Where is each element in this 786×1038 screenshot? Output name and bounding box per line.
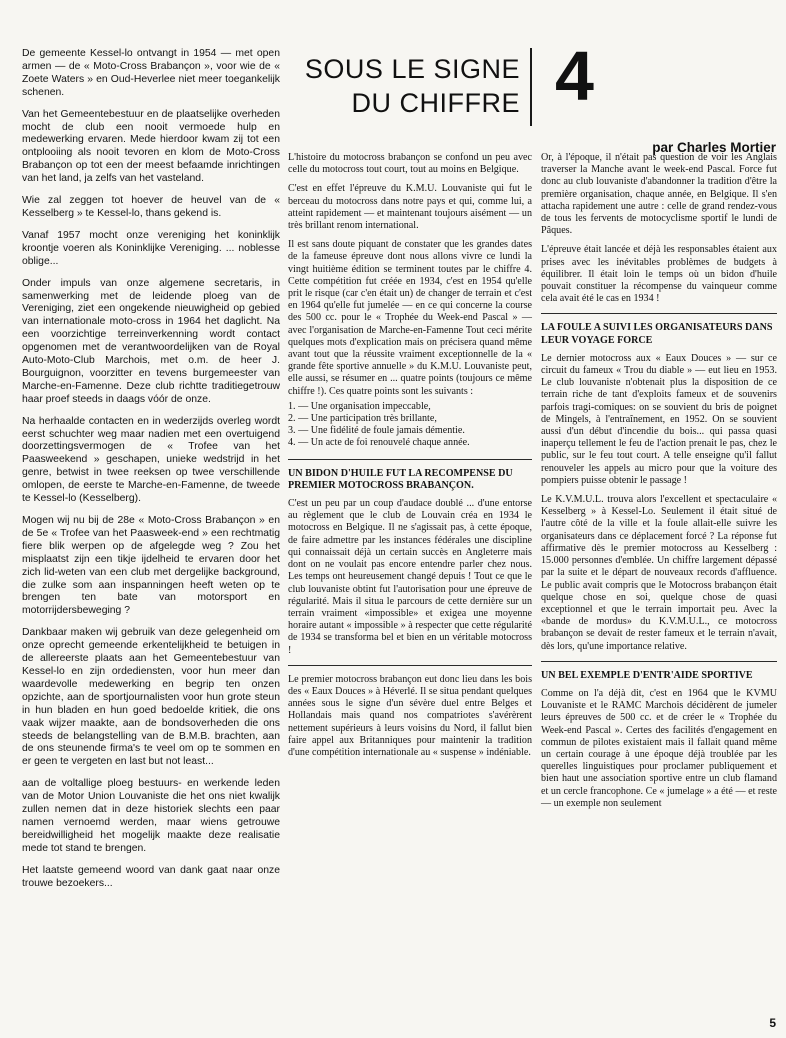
section-divider xyxy=(541,661,777,662)
title-line-2: DU CHIFFRE xyxy=(351,88,520,118)
list-item: 2. — Une participation très brillante, xyxy=(288,413,437,425)
title-number: 4 xyxy=(555,37,594,115)
section-divider xyxy=(288,665,532,666)
paragraph: C'est un peu par un coup d'audace doublé ... d'une entorse au règlement que le club de Louvain créa en 1934 le motocross en Belgique. Il ne s'agissait pas, à cette époque, de faire admettre par les instances fédérales une discipline qui connaissait déjà un certain succès en Angleterre mais dont on ne voulait pas encore entendre parler chez nous. Les temps ont heureusement changé depuis ! Tout ce que le club louvaniste obtint fut l'autorisation pour une épreuve de régularité. Mais il situa le parcours de cette dernière sur un terrain vraiment «impossible» et exigea une moyenne horaire autant « impossible » à respecter que cette régularité de 1934 se transforma bel et bien en un véritable motocross ! xyxy=(288,498,532,656)
paragraph: Vanaf 1957 mocht onze vereniging het koninklijk kroontje voeren als Koninklijke Vereniging. ... noblesse oblige... xyxy=(22,229,280,267)
byline: par Charles Mortier xyxy=(652,140,776,155)
paragraph: Comme on l'a déjà dit, c'est en 1964 que le KVMU Louvaniste et le RAMC Marchois décidèrent de jumeler leurs épreuves de 500 cc. et de créer le « Trophée du Week-end Pascal ». Certes des facilités d'engagement en commun de pilotes existaient mais il fallait quand même un certain courage à une époque déjà troublée par les querelles linguistiques pour proclamer publiquement et bien haut une association sportive entre un club flamand et un cercle francophone. Ce « jumelage » a été — et reste — un exemple non seulement xyxy=(541,687,777,809)
title-line-1: SOUS LE SIGNE xyxy=(304,54,520,84)
paragraph: aan de voltallige ploeg bestuurs- en werkende leden van de Motor Union Louvaniste die het ons niet kwalijk zullen nemen dat in deze historiek slechts een paar namen vernoemd werden, maar wiens getrouwe bereidwilligheid het mogelijk maakte deze realisatie mede tot stand te brengen. xyxy=(22,778,280,854)
paragraph: Wie zal zeggen tot hoever de heuvel van de « Kesselberg » te Kessel-lo, thans gekend is. xyxy=(22,195,280,219)
section-divider xyxy=(288,459,532,460)
list-item: 3. — Une fidélité de foule jamais démentie. xyxy=(288,425,465,437)
paragraph: De gemeente Kessel-lo ontvangt in 1954 — met open armen — de « Moto-Cross Brabançon », voor wie de « Zoete Waters » en Oud-Heverlee niet meer toegankelijk schenen. xyxy=(22,48,280,98)
paragraph: Dankbaar maken wij gebruik van deze gelegenheid om onze oprecht gemeende erkentelijkheid te betuigen in de allereerste plaats aan het Gemeentebestuur van Kessel-lo en zijn ordediensten, voor hun meer dan waardevolle medewerking en begrip ten onzen opzichte, aan de sportjournalisten voor hun grote steun in hun bladen en hun goed bedoelde kritiek, die ons vaak wijzer maakte, aan de bondsoverheden die ons steeds de belangstelling van de B.M.B. brachten, aan de ons steunende firma's te veel om op te sommen en er geen te vergeten en last but not least... xyxy=(22,627,280,768)
section-heading: UN BIDON D'HUILE FUT LA RECOMPENSE DU PREMIER MOTOCROSS BRABANÇON. xyxy=(288,467,513,491)
paragraph: Or, à l'époque, il n'était pas question de voir les Anglais traverser la Manche avant le week-end Pascal. Force fut donc au club louvaniste d'abandonner la tradition d'être la première organisation, chaque année, en Belgique. Il s'en attacha rapidement une autre : celle de grand rendez-vous de tous les fervents de motocyclisme sportif le lundi de Pâques. xyxy=(541,152,777,237)
paragraph: Na herhaalde contacten en in wederzijds overleg wordt eerst schuchter weg maar nadien met een overtuigend doorzettingsvermogen de « Trofee van het Paasweekend » geschapen, unieke wedstrijd in het genre, betwist in twee reeksen op twee verschillende omlopen, de eerste te Marche-en-Famenne, de tweede te Kessel-lo (Kesselberg). xyxy=(22,415,280,505)
dutch-column xyxy=(22,48,280,899)
paragraph: Onder impuls van onze algemene secretaris, in samenwerking met de leidende ploeg van de Vereniging, ziet een ongekende nieuwigheid op gebied van internationale moto-cross in 1964 het daglicht. Na een voorzichtige terreinverkenning wordt contact opgenomen met de verantwoordelijken van de Royal Auto-Moto-Club Marchois, met o.m. de heer J. Bourguignon, voorzitter en tevens burgemeester van Marche-en-Famenne. Deze club richtte traditiegetrouw haar proef steeds in daags vóór de onze. xyxy=(22,277,280,405)
paragraph: Het laatste gemeend woord van dank gaat naar onze trouwe bezoekers... xyxy=(22,864,280,889)
section-heading: UN BEL EXEMPLE D'ENTR'AIDE SPORTIVE xyxy=(541,669,753,681)
page-number: 5 xyxy=(769,1016,776,1030)
paragraph: Le premier motocross brabançon eut donc lieu dans les bois des « Eaux Douces » à Héverlé. Il se situa pendant quelques années sous le signe d'un sévère duel entre Belges et Hollandais mais quand nos compatriotes s'avérèrent nettement supérieurs à leurs voisins du Nord, il fallut bien faire appel aux Britanniques pour maintenir la tradition d'une compétition internationale au « suspense » indéniable. xyxy=(288,673,532,758)
list-item: 1. — Une organisation impeccable, xyxy=(288,400,431,412)
section-divider xyxy=(541,313,777,314)
french-column-2 xyxy=(541,152,777,817)
paragraph: Mogen wij nu bij de 28e « Moto-Cross Brabançon » en de 5e « Trofee van het Paasweek-end » een rechtmatig fiere blik werpen op de afgelegde weg ? Zou het misplaatst zijn een tikje ijdelheid te ervaren door het zich lid-weten van een club met dergelijke background, die zulke som aan inspanningen heeft weten op te brengen ten bate van motorsport en motorrijdersbeweging ? xyxy=(22,515,280,617)
paragraph: Il est sans doute piquant de constater que les grandes dates de la fameuse épreuve dont nous allons vivre ce lundi la vingt huitième édition se terminent toutes par le chiffre 4. Cette compétition fut créée en 1934, c'est en 1954 qu'elle prit le risque (car c'en était un) de changer de terrain et c'est en 1964 qu'elle fut jumelée — en ce qui concerne la course des 500 cc. pour le « Trophée du Week-end Pascal » — avec l'organisation de Marche-en-Famenne Tout ceci mérite quelques mots d'explication mais on précisera quand même avant tout que la réussite vraiment exceptionnelle de la « grande fête sportive annuelle » du K.M.U. Louvaniste peut, elle aussi, se résumer en ... quatre points (toujours ce même chiffre !). Ces quatre points sont les suivants : xyxy=(288,239,532,397)
list-item: 4. — Un acte de foi renouvelé chaque année. xyxy=(288,437,470,449)
paragraph: L'épreuve était lancée et déjà les responsables étaient aux prises avec les inévitables problèmes de budgets à équilibrer. Il était loin le temps où un bidon d'huile pouvait constituer la récompense du vainqueur comme cela avait été le cas en 1934 ! xyxy=(541,244,777,305)
paragraph: Le K.V.M.U.L. trouva alors l'excellent et spectaculaire « Kesselberg » à Kessel-Lo. Seulement il était situé de l'autre côté de la ville et la foule allait-elle suivre les organisateurs dans ce déplacement forcé ? La réponse fut affirmative dès le premier motocross au Kesselberg : 15.000 personnes d'emblée. Un chiffre largement dépassé par la suite et le départ de nouveaux records d'affluence. Le public avait compris que le Motocross brabançon était quelque chose en soi, quelque chose de quasi exceptionnel et que le terrain importait peu. Avec la «bande de mordus» du K.V.M.U.L., ce motocross brabançon se devait de rester fameux et le terrain n'avait, dès lors, qu'une importance relative. xyxy=(541,494,777,652)
article-title xyxy=(288,48,532,126)
paragraph: L'histoire du motocross brabançon se confond un peu avec celle du motocross tout court, tout au moins en Belgique. xyxy=(288,152,532,176)
section-heading: LA FOULE A SUIVI LES ORGANISATEURS DANS LEUR VOYAGE FORCE xyxy=(541,322,773,346)
paragraph: C'est en effet l'épreuve du K.M.U. Louvaniste qui fut le berceau du motocross dans notre pays et qui, comme lui, a atteint rapidement — et maintenant toujours aisément — un très brillant renom international. xyxy=(288,183,532,232)
four-points-list xyxy=(288,401,532,450)
paragraph: Le dernier motocross aux « Eaux Douces » — sur ce circuit du fameux « Trou du diable » — eut lieu en 1953. Le club louvaniste n'obtenait plus la disposition de ce terrain riche de tant d'exploits fameux et de souvenirs parfois tragi-comiques: on se souvient du bris de poignet de Mingels, à l'entraînement, en 1952. On se souvient aussi d'un début d'incendie du bois... qui passa quasi inaperçu tellement le feu de l'action prenait le pas, chez le public, sur le feu tout court. A telle enseigne qu'il fallut renouveler les appels au micro pour que la voiture des pompiers puisse obtenir le passage ! xyxy=(541,352,777,486)
french-column-1 xyxy=(288,152,532,766)
paragraph: Van het Gemeentebestuur en de plaatselijke overheden mocht de club een nooit vermoede hulp en medewerking ervaren. Mede hierdoor kwam zij tot een ontplooiing als nooit tevoren en klom de Moto-Cross Brabançon op tot een der meest befaamde inrichtingen van het land, ja zelfs van het vasteland. xyxy=(22,108,280,185)
